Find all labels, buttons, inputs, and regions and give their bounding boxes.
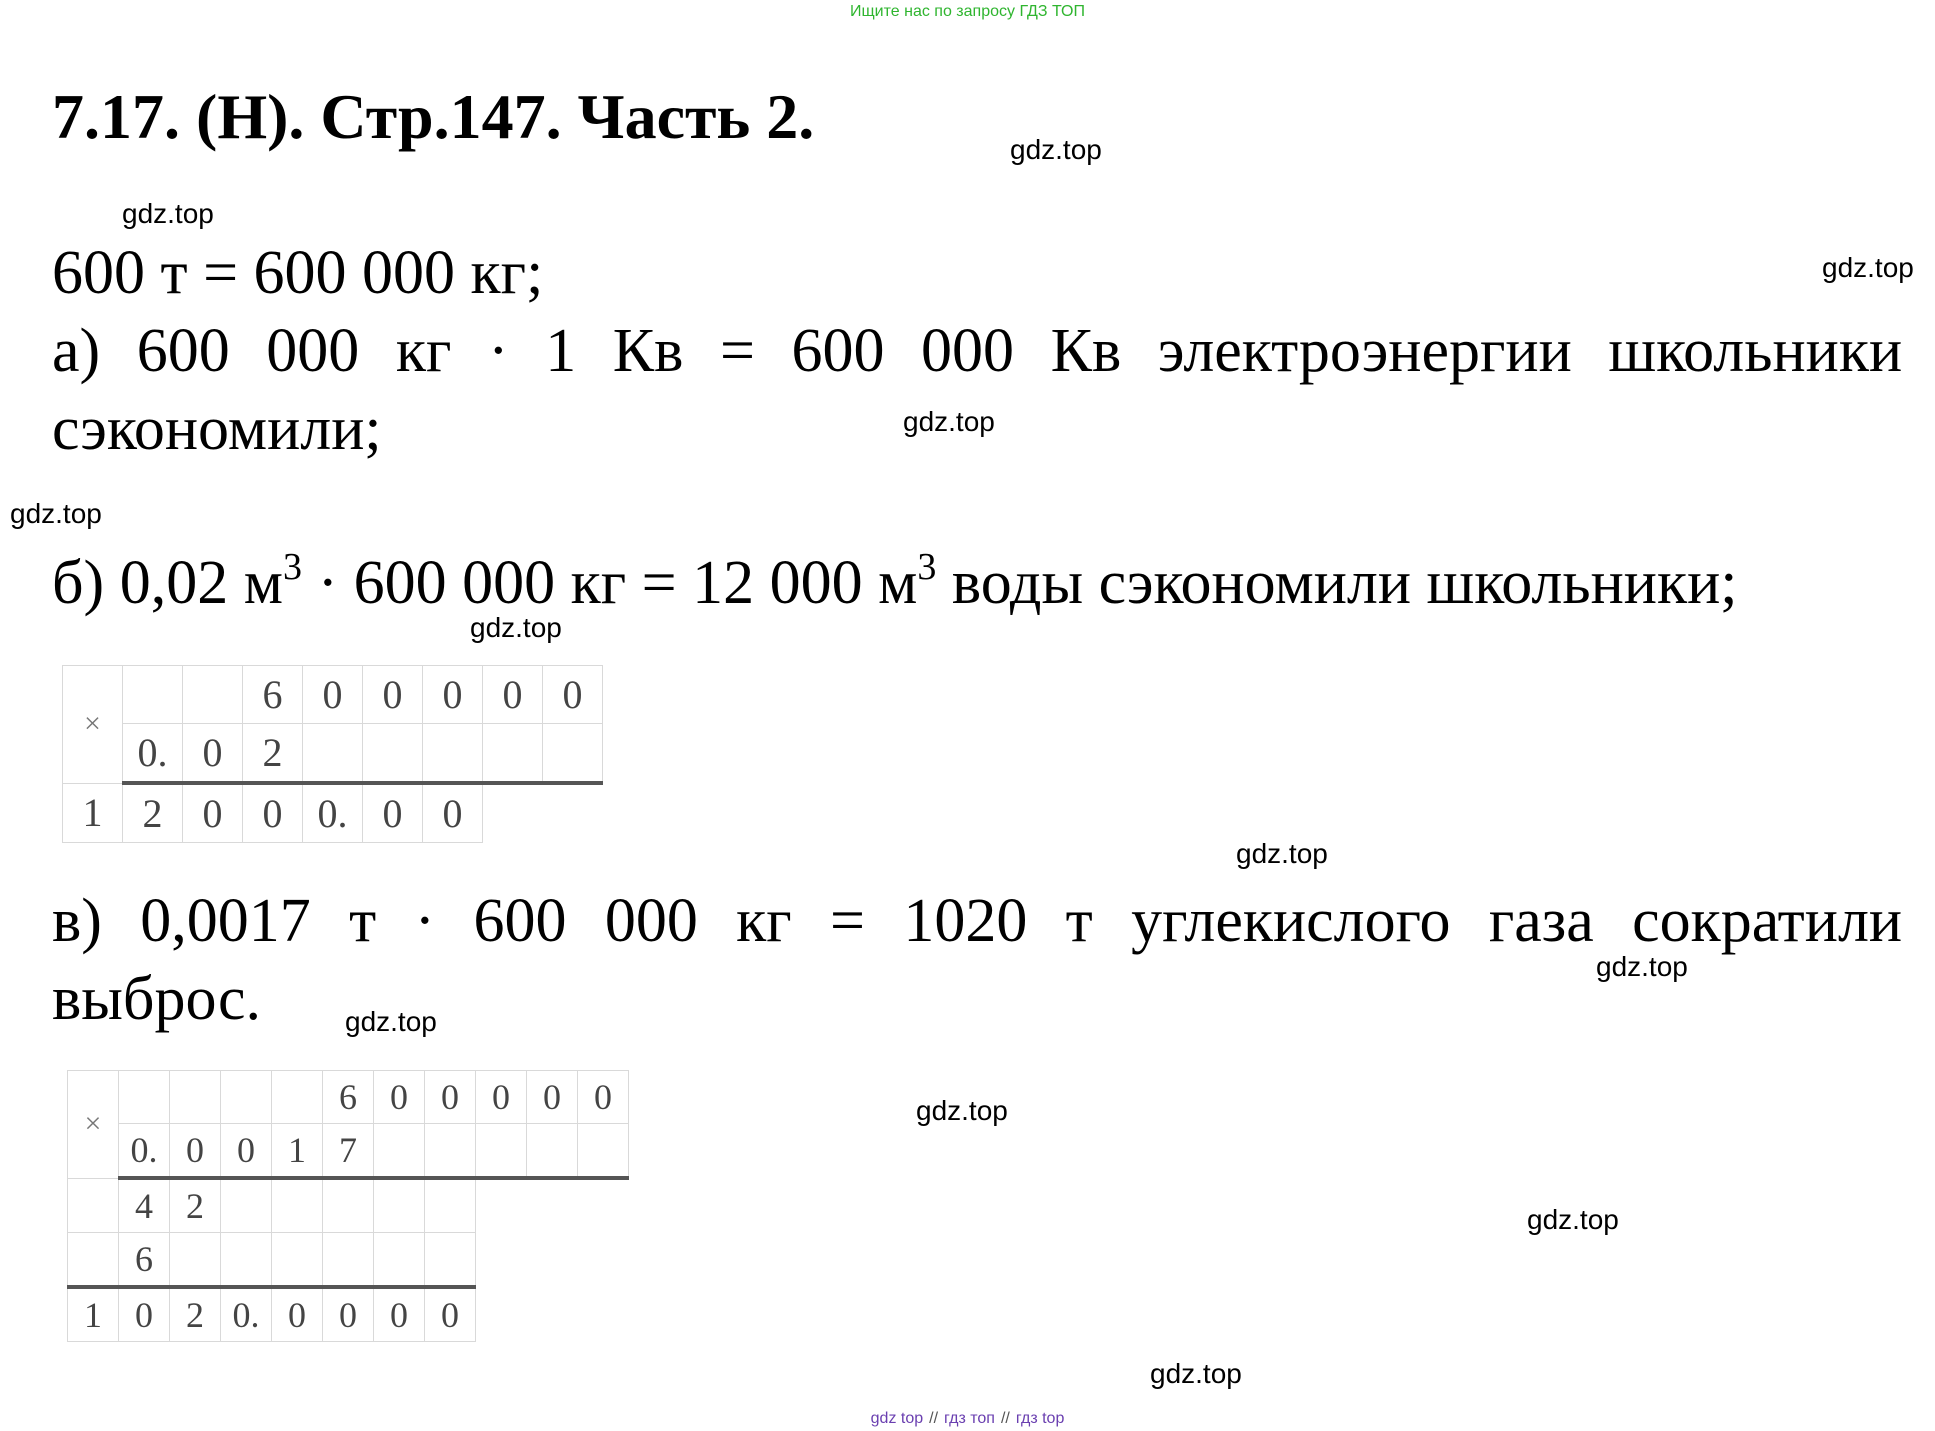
footer-separator: // [929,1410,939,1427]
part-c-word: = [830,887,866,955]
part-a-line-2: сэкономили; [52,395,382,463]
table-cell: 0 [425,1071,476,1124]
part-c-word: · [414,887,436,955]
table-cell-empty [543,783,603,843]
table-cell: 0 [543,666,603,724]
watermark: gdz.top [916,1095,1008,1126]
table-cell: 0 [425,1287,476,1342]
part-a-word: Кв [612,317,684,385]
table-cell [170,1071,221,1124]
table-cell [272,1233,323,1288]
table-cell: 0 [527,1071,578,1124]
page-title: 7.17. (Н). Стр.147. Часть 2. [52,81,815,152]
table-cell: 0 [303,666,363,724]
multiply-sign: × [68,1071,119,1179]
table-cell: 2 [243,724,303,784]
part-c-word: газа [1488,887,1594,955]
table-cell [221,1233,272,1288]
part-b-line [52,546,1738,617]
multiplication-table-b [62,665,603,843]
part-b-exponent: 3 [917,546,937,588]
table-cell: 0 [374,1071,425,1124]
part-c-line-2: выброс. [52,965,262,1033]
table-cell [221,1178,272,1233]
part-c-word: в) [52,887,102,955]
table-cell: 0 [578,1071,629,1124]
part-c-line-1 [52,887,1903,955]
table-cell-empty [483,783,543,843]
part-c-word: т [1065,887,1093,955]
table-cell [68,1233,119,1288]
watermark: gdz.top [470,612,562,643]
table-cell [323,1233,374,1288]
watermark: gdz.top [1527,1204,1619,1235]
table-cell [374,1178,425,1233]
table-cell: 0 [363,783,423,843]
watermark: gdz.top [1150,1358,1242,1389]
watermark: gdz.top [122,198,214,229]
watermark: gdz.top [10,498,102,529]
table-cell: 0 [363,666,423,724]
table-cell: 2 [123,783,183,843]
table-cell-empty [527,1178,578,1233]
table-cell: 0. [119,1124,170,1179]
part-c-word: кг [736,887,792,955]
part-c-word: 1020 [903,887,1028,955]
table-cell-empty [578,1233,629,1288]
table-cell [183,666,243,724]
footer-separator: // [1000,1410,1010,1427]
table-cell-empty [476,1233,527,1288]
table-cell: 0 [323,1287,374,1342]
part-c-word: сократили [1632,887,1903,955]
table-cell: 0 [483,666,543,724]
footer-link[interactable]: гдз топ [944,1410,995,1427]
table-cell: 0 [170,1124,221,1179]
table-cell: 0 [183,783,243,843]
table-cell: 0. [303,783,363,843]
table-cell: 0 [272,1287,323,1342]
table-cell [272,1071,323,1124]
table-cell: 6 [323,1071,374,1124]
table-cell [527,1124,578,1179]
watermark: gdz.top [903,406,995,437]
table-cell [374,1124,425,1179]
part-a-word: Кв [1050,317,1122,385]
table-cell: 0 [476,1071,527,1124]
table-cell: 4 [119,1178,170,1233]
table-cell [423,724,483,784]
table-cell: 0 [183,724,243,784]
table-cell [303,724,363,784]
footer-links [0,1410,1935,1428]
part-a-word: электроэнергии [1157,317,1572,385]
table-cell: 1 [68,1287,119,1342]
part-b-post: воды сэкономили школьники; [936,549,1738,617]
table-cell [425,1178,476,1233]
table-cell-empty [578,1287,629,1342]
part-a-word: школьники [1608,317,1903,385]
table-cell [425,1233,476,1288]
table-cell [221,1071,272,1124]
multiply-sign: × [63,666,123,784]
table-cell [68,1178,119,1233]
table-cell [119,1071,170,1124]
table-cell-empty [527,1233,578,1288]
table-cell-empty [578,1178,629,1233]
watermark: gdz.top [345,1006,437,1037]
table-cell: 1 [272,1124,323,1179]
table-cell [374,1233,425,1288]
table-cell: 0 [221,1124,272,1179]
footer-link[interactable]: гдз top [1015,1410,1065,1427]
table-cell [170,1233,221,1288]
table-cell [123,666,183,724]
part-c-word: т [349,887,377,955]
table-cell: 0 [423,783,483,843]
table-cell: 0 [374,1287,425,1342]
table-cell [483,724,543,784]
part-a-word: 600 000 [136,317,360,385]
watermark: gdz.top [1822,252,1914,283]
part-a-word: 1 [545,317,577,385]
part-c-word: 0,0017 [140,887,311,955]
watermark: gdz.top [1010,134,1102,165]
search-hint-banner: Ищите нас по запросу ГДЗ ТОП [850,3,1085,20]
conversion-line: 600 т = 600 000 кг; [52,239,544,307]
table-cell-empty [476,1287,527,1342]
table-cell [578,1124,629,1179]
table-cell: 0. [221,1287,272,1342]
table-cell: 6 [243,666,303,724]
watermark: gdz.top [1236,838,1328,869]
table-cell: 6 [119,1233,170,1288]
table-cell: 2 [170,1287,221,1342]
table-cell: 0 [243,783,303,843]
part-a-word: · [487,317,509,385]
part-a-word: кг [395,317,452,385]
table-cell: 2 [170,1178,221,1233]
part-c-word: углекислого [1131,887,1451,955]
table-cell-empty [527,1287,578,1342]
part-a-line-1 [52,317,1903,385]
table-cell: 0. [123,724,183,784]
table-cell: 1 [63,783,123,843]
table-cell: 0 [119,1287,170,1342]
footer-link[interactable]: gdz top [870,1410,924,1427]
table-cell [543,724,603,784]
part-a-word: а) [52,317,101,385]
table-cell [272,1178,323,1233]
table-cell [323,1178,374,1233]
table-cell [425,1124,476,1179]
multiplication-table-c [67,1070,629,1342]
part-b-exponent: 3 [282,546,302,588]
part-c-word: 600 000 [473,887,698,955]
part-b-pre: б) 0,02 м [52,549,283,617]
table-cell-empty [476,1178,527,1233]
table-cell [363,724,423,784]
part-b-mid: · 600 000 кг = 12 000 м [301,549,918,617]
watermark: gdz.top [1596,951,1688,982]
table-cell: 0 [423,666,483,724]
table-cell: 7 [323,1124,374,1179]
table-cell [476,1124,527,1179]
part-a-word: 600 000 [791,317,1015,385]
part-a-word: = [719,317,755,385]
